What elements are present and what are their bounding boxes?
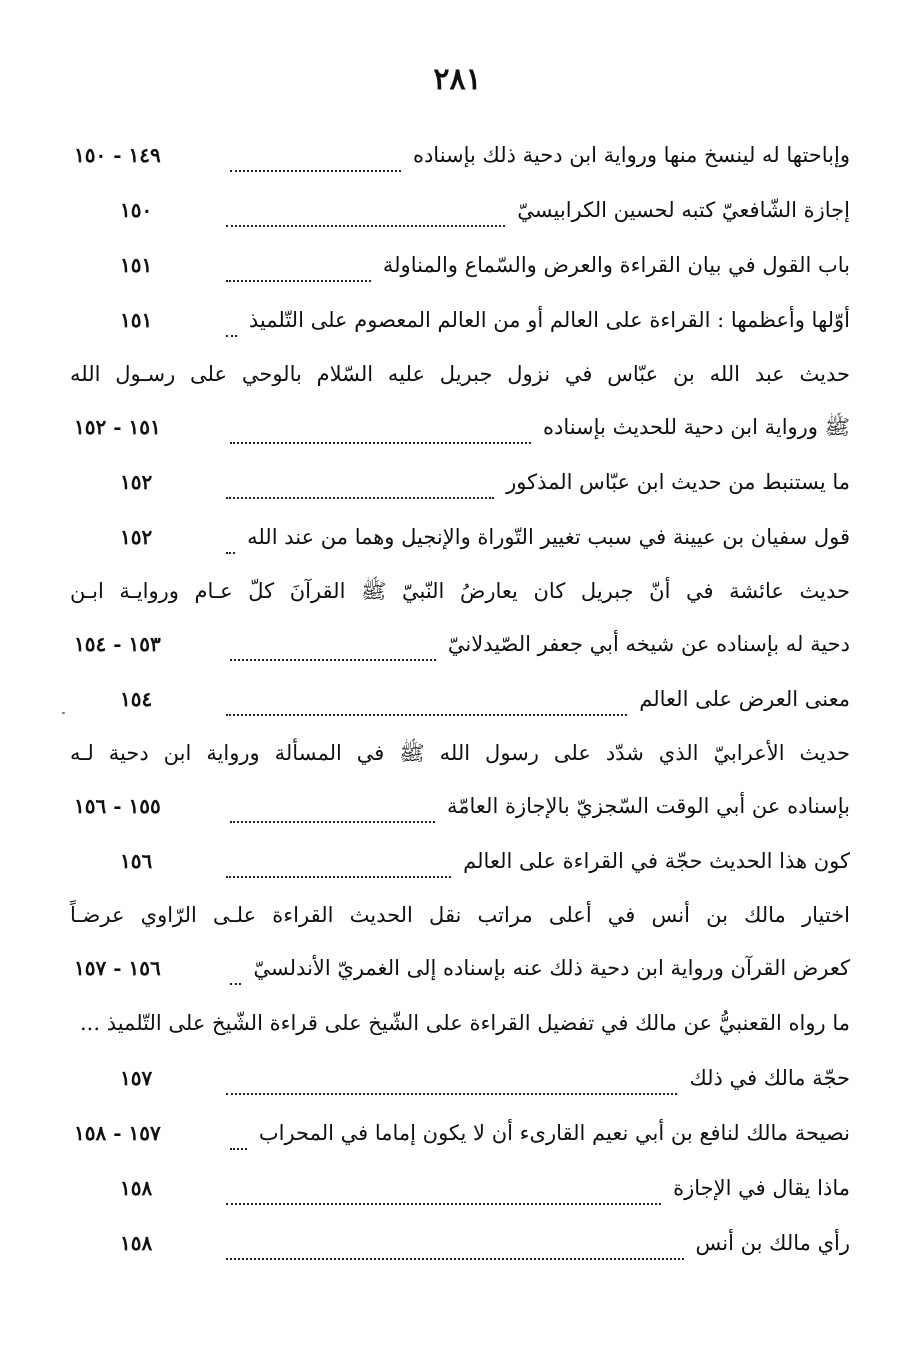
toc-entry-title: معنى العرض على العالم	[639, 687, 850, 711]
toc-entry-title: حديث الأعرابيّ الذي شدّد على رسول الله ﷺ في المسألة ورواية ابن دحية لـه	[70, 741, 850, 765]
toc-entry	[70, 779, 850, 834]
dot-leader	[226, 688, 627, 716]
dot-leader	[226, 309, 237, 337]
toc-entry-pages: ١٥٢	[120, 470, 153, 494]
toc-entry	[70, 941, 850, 996]
toc-entry-pages: ١٥٨	[120, 1231, 153, 1255]
dot-leader	[226, 1177, 661, 1205]
toc-entry-title: حجّة مالك في ذلك	[689, 1066, 850, 1090]
scan-speck	[62, 712, 65, 714]
toc-entry	[70, 889, 850, 941]
toc-entry	[70, 293, 850, 348]
dot-leader	[226, 254, 371, 282]
toc-entry	[70, 128, 850, 183]
toc-entry-title: حديث عائشة في أنّ جبريل كان يعارضُ النّبيّ ﷺ القرآنَ كلّ عـام وروايـة ابـن	[70, 579, 850, 603]
page-number: ٢٨١	[433, 62, 482, 97]
toc-entry-title: قول سفيان بن عيينة في سبب تغيير التّوراة والإنجيل وهما من عند الله	[247, 525, 850, 549]
toc-entry-title: ما رواه القعنبيُّ عن مالك في تفضيل القراءة على الشّيخ على قراءة الشّيخ على التّلميذ ...	[80, 1011, 850, 1035]
dot-leader	[226, 199, 505, 227]
dot-leader	[226, 526, 235, 554]
toc-entry	[70, 727, 850, 779]
toc-entry	[70, 834, 850, 889]
toc-entry-pages: ١٥٠	[120, 198, 153, 222]
table-of-contents	[70, 128, 850, 1271]
toc-entry-title: بإسناده عن أبي الوقت السّجزيّ بالإجازة العامّة	[447, 794, 850, 818]
toc-entry-title: ماذا يقال في الإجازة	[673, 1176, 850, 1200]
dot-leader	[230, 795, 435, 823]
toc-entry	[70, 1051, 850, 1106]
toc-entry-title: ما يستنبط من حديث ابن عبّاس المذكور	[506, 470, 850, 494]
toc-entry	[70, 996, 850, 1051]
toc-entry-title: باب القول في بيان القراءة والعرض والسّماع والمناولة	[382, 253, 850, 277]
dot-leader	[226, 850, 451, 878]
dot-leader	[230, 1122, 247, 1150]
dot-leader	[230, 633, 436, 661]
toc-entry-pages: ١٥١	[120, 308, 153, 332]
toc-entry	[70, 510, 850, 565]
toc-entry	[70, 183, 850, 238]
toc-entry-pages: ١٥١ - ١٥٢	[74, 415, 161, 439]
toc-entry-title: كعرض القرآن ورواية ابن دحية ذلك عنه بإسناده إلى الغمريّ الأندلسيّ	[253, 956, 850, 980]
toc-entry	[70, 238, 850, 293]
toc-entry-title: وإباحتها له لينسخ منها ورواية ابن دحية ذلك بإسناده	[412, 143, 850, 167]
toc-entry-title: دحية له بإسناده عن شيخه أبي جعفر الصّيدلانيّ	[447, 632, 850, 656]
toc-entry-pages: ١٥٨	[120, 1176, 153, 1200]
toc-entry	[70, 1161, 850, 1216]
toc-entry-title: اختيار مالك بن أنس في أعلى مراتب نقل الحديث القراءة علـى الرّاوي عرضـاً	[70, 903, 850, 927]
toc-entry-pages: ١٥٧ - ١٥٨	[74, 1121, 161, 1145]
toc-entry-title: رأي مالك بن أنس	[695, 1231, 850, 1255]
toc-entry-pages: ١٥٣ - ١٥٤	[74, 632, 161, 656]
toc-entry-title: نصيحة مالك لنافع بن أبي نعيم القارىء أن لا يكون إماما في المحراب	[258, 1121, 850, 1145]
toc-entry-pages: ١٤٩ - ١٥٠	[74, 143, 161, 167]
toc-entry	[70, 348, 850, 400]
toc-entry-title: كون هذا الحديث حجّة في القراءة على العالم	[463, 849, 850, 873]
dot-leader	[230, 957, 241, 985]
dot-leader	[226, 1067, 677, 1095]
toc-entry	[70, 455, 850, 510]
toc-entry	[70, 1216, 850, 1271]
toc-entry	[70, 617, 850, 672]
toc-entry	[70, 400, 850, 455]
toc-entry-pages	[0, 996, 62, 1051]
dot-leader	[230, 144, 401, 172]
toc-entry-title: أوّلها وأعظمها : القراءة على العالم أو من العالم المعصوم على التّلميذ	[248, 308, 850, 332]
toc-entry-pages: ١٥٧	[120, 1066, 153, 1090]
toc-entry-title: ﷺ ورواية ابن دحية للحديث بإسناده	[542, 415, 850, 439]
toc-entry	[70, 672, 850, 727]
toc-entry-title: إجازة الشّافعيّ كتبه لحسين الكرابيسيّ	[517, 198, 850, 222]
dot-leader	[230, 416, 531, 444]
toc-entry	[70, 1106, 850, 1161]
toc-entry-title: حديث عبد الله بن عبّاس في نزول جبريل عليه السّلام بالوحي على رسـول الله	[70, 362, 850, 386]
toc-entry-pages: ١٥٥ - ١٥٦	[74, 794, 161, 818]
dot-leader	[226, 471, 494, 499]
dot-leader	[226, 1232, 684, 1260]
toc-entry-pages: ١٥١	[120, 253, 153, 277]
toc-entry-pages: ١٥٤	[120, 687, 153, 711]
toc-entry	[70, 565, 850, 617]
toc-entry-pages: ١٥٦ - ١٥٧	[74, 956, 161, 980]
toc-entry-pages: ١٥٢	[120, 525, 153, 549]
toc-entry-pages: ١٥٦	[120, 849, 153, 873]
